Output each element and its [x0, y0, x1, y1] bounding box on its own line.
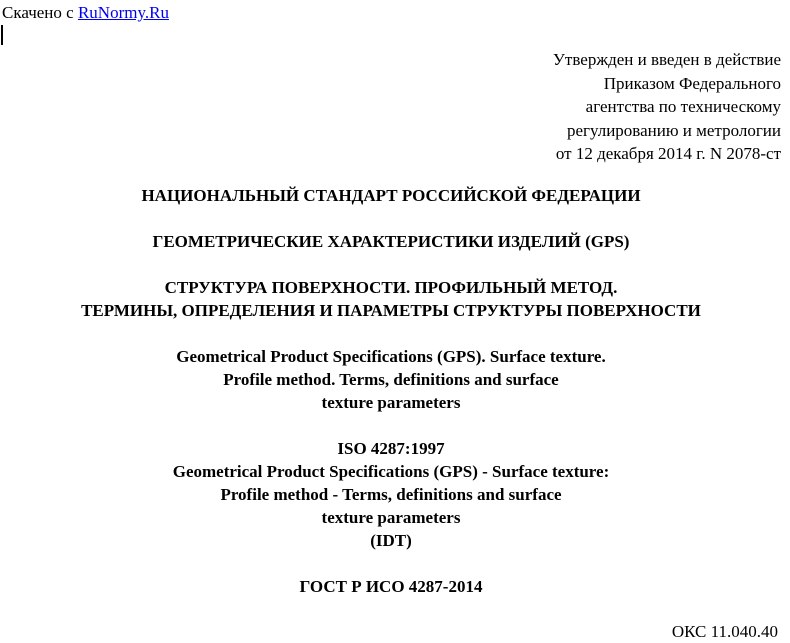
approval-line: регулированию и метрологии: [566, 120, 781, 140]
iso-line: texture parameters: [321, 508, 461, 527]
iso-line: Geometrical Product Specifications (GPS) - Surface texture:: [172, 462, 610, 481]
approval-line: Утвержден и введен в действие: [552, 50, 781, 69]
downloaded-prefix: Скачено с: [2, 3, 78, 22]
approval-line: Приказом Федерального: [603, 73, 781, 93]
text-cursor: [1, 25, 3, 45]
iso-line: Profile method - Terms, definitions and surface: [220, 485, 562, 504]
source-link[interactable]: RuNormy.Ru: [77, 3, 169, 22]
approval-block: [553, 48, 781, 166]
english-title-line: texture parameters: [321, 393, 461, 412]
approval-line: агентства по техническому: [585, 97, 781, 116]
iso-line: ISO 4287:1997: [337, 439, 445, 458]
structure-heading: [0, 276, 782, 322]
structure-heading-line: ТЕРМИНЫ, ОПРЕДЕЛЕНИЯ И ПАРАМЕТРЫ СТРУКТУРЫ ПОВЕРХНОСТИ: [81, 301, 701, 320]
english-title-line: Geometrical Product Specifications (GPS). Surface texture.: [176, 347, 606, 366]
iso-line: (IDT): [370, 531, 412, 550]
structure-heading-line: СТРУКТУРА ПОВЕРХНОСТИ. ПРОФИЛЬНЫЙ МЕТОД.: [164, 278, 618, 297]
oks-code: ОКС 11.040.40: [671, 622, 778, 641]
geometric-heading: ГЕОМЕТРИЧЕСКИЕ ХАРАКТЕРИСТИКИ ИЗДЕЛИЙ (GPS): [152, 232, 630, 251]
english-title: [0, 345, 782, 414]
gost-designation: ГОСТ Р ИСО 4287-2014: [299, 577, 483, 596]
approval-line: от 12 декабря 2014 г. N 2078-ст: [555, 144, 781, 163]
iso-block: [0, 437, 782, 552]
national-standard-heading: НАЦИОНАЛЬНЫЙ СТАНДАРТ РОССИЙСКОЙ ФЕДЕРАЦИИ: [141, 186, 641, 205]
source-line: [2, 2, 169, 24]
english-title-line: Profile method. Terms, definitions and surface: [223, 370, 559, 389]
